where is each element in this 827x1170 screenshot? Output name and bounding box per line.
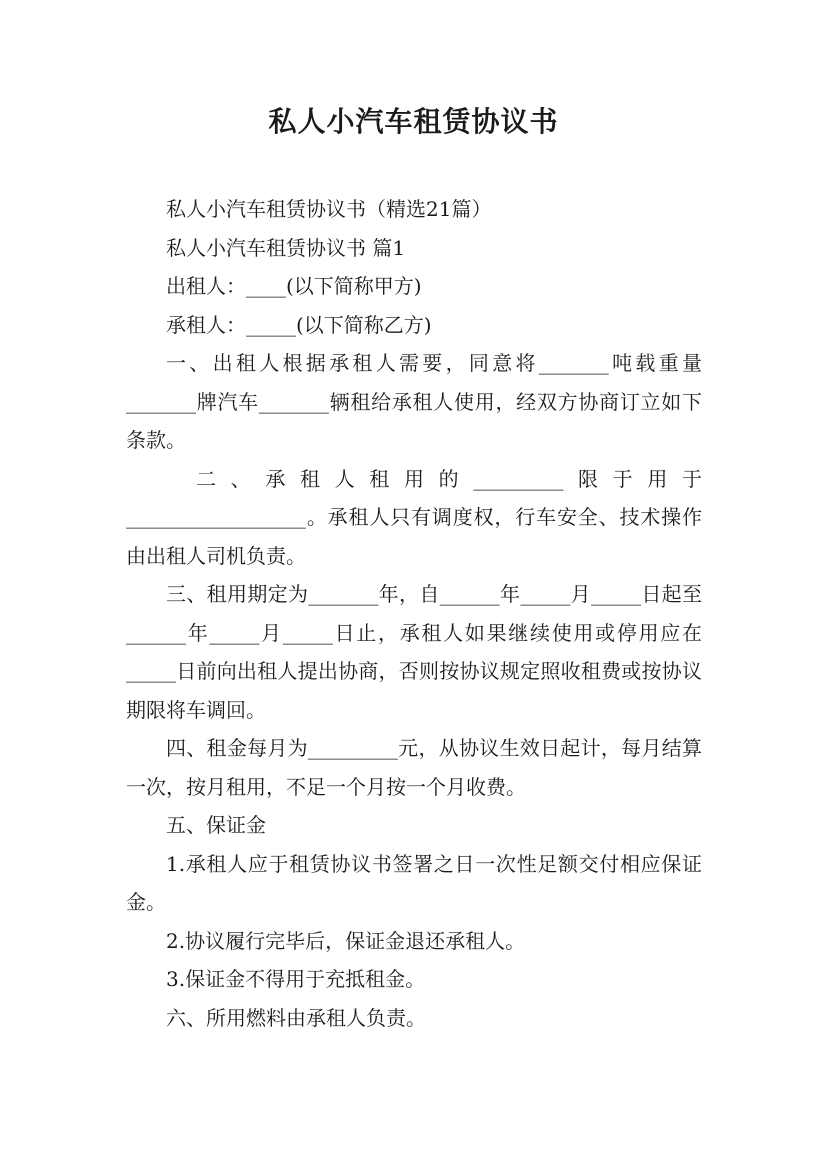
paragraph-clause-2: 二、承租人租用的_________限于用于__________________。承租人只有调度权，行车安全、技术操作由出租人司机负责。: [126, 466, 702, 568]
paragraph-subtitle: 私人小汽车租赁协议书（精选21篇）: [166, 197, 492, 221]
paragraph-clause-5-item-2: 2.协议履行完毕后，保证金退还承租人。: [166, 928, 526, 953]
paragraph-clause-4: 四、租金每月为_________元，从协议生效日起计，每月结算一次，按月租用，不足一个月按一个月收费。: [126, 736, 702, 799]
document-body: [126, 190, 702, 1037]
paragraph-clause-5-item-1: 1.承租人应于租赁协议书签署之日一次性足额交付相应保证金。: [126, 851, 702, 914]
paragraph-clause-3: 三、租用期定为_______年，自______年_____月_____日起至______年_____月_____日止，承租人如果继续使用或停用应在_____日前向出租人提出协商，否则按协议规定照收租费或按协议期限将车调回。: [126, 582, 702, 722]
paragraph-section-heading: 私人小汽车租赁协议书 篇1: [166, 235, 406, 260]
paragraph-clause-6: 六、所用燃料由承租人负责。: [166, 1005, 426, 1030]
paragraph-clause-1: 一、出租人根据承租人需要，同意将_______吨载重量_______牌汽车_______辆租给承租人使用，经双方协商订立如下条款。: [126, 351, 702, 452]
document-title: 私人小汽车租赁协议书: [268, 105, 559, 138]
paragraph-lessor: 出租人：____(以下简称甲方): [166, 274, 422, 298]
paragraph-clause-5-heading: 五、保证金: [166, 813, 266, 837]
paragraph-lessee: 承租人：_____(以下简称乙方): [166, 312, 432, 337]
paragraph-clause-5-item-3: 3.保证金不得用于充抵租金。: [166, 967, 426, 991]
